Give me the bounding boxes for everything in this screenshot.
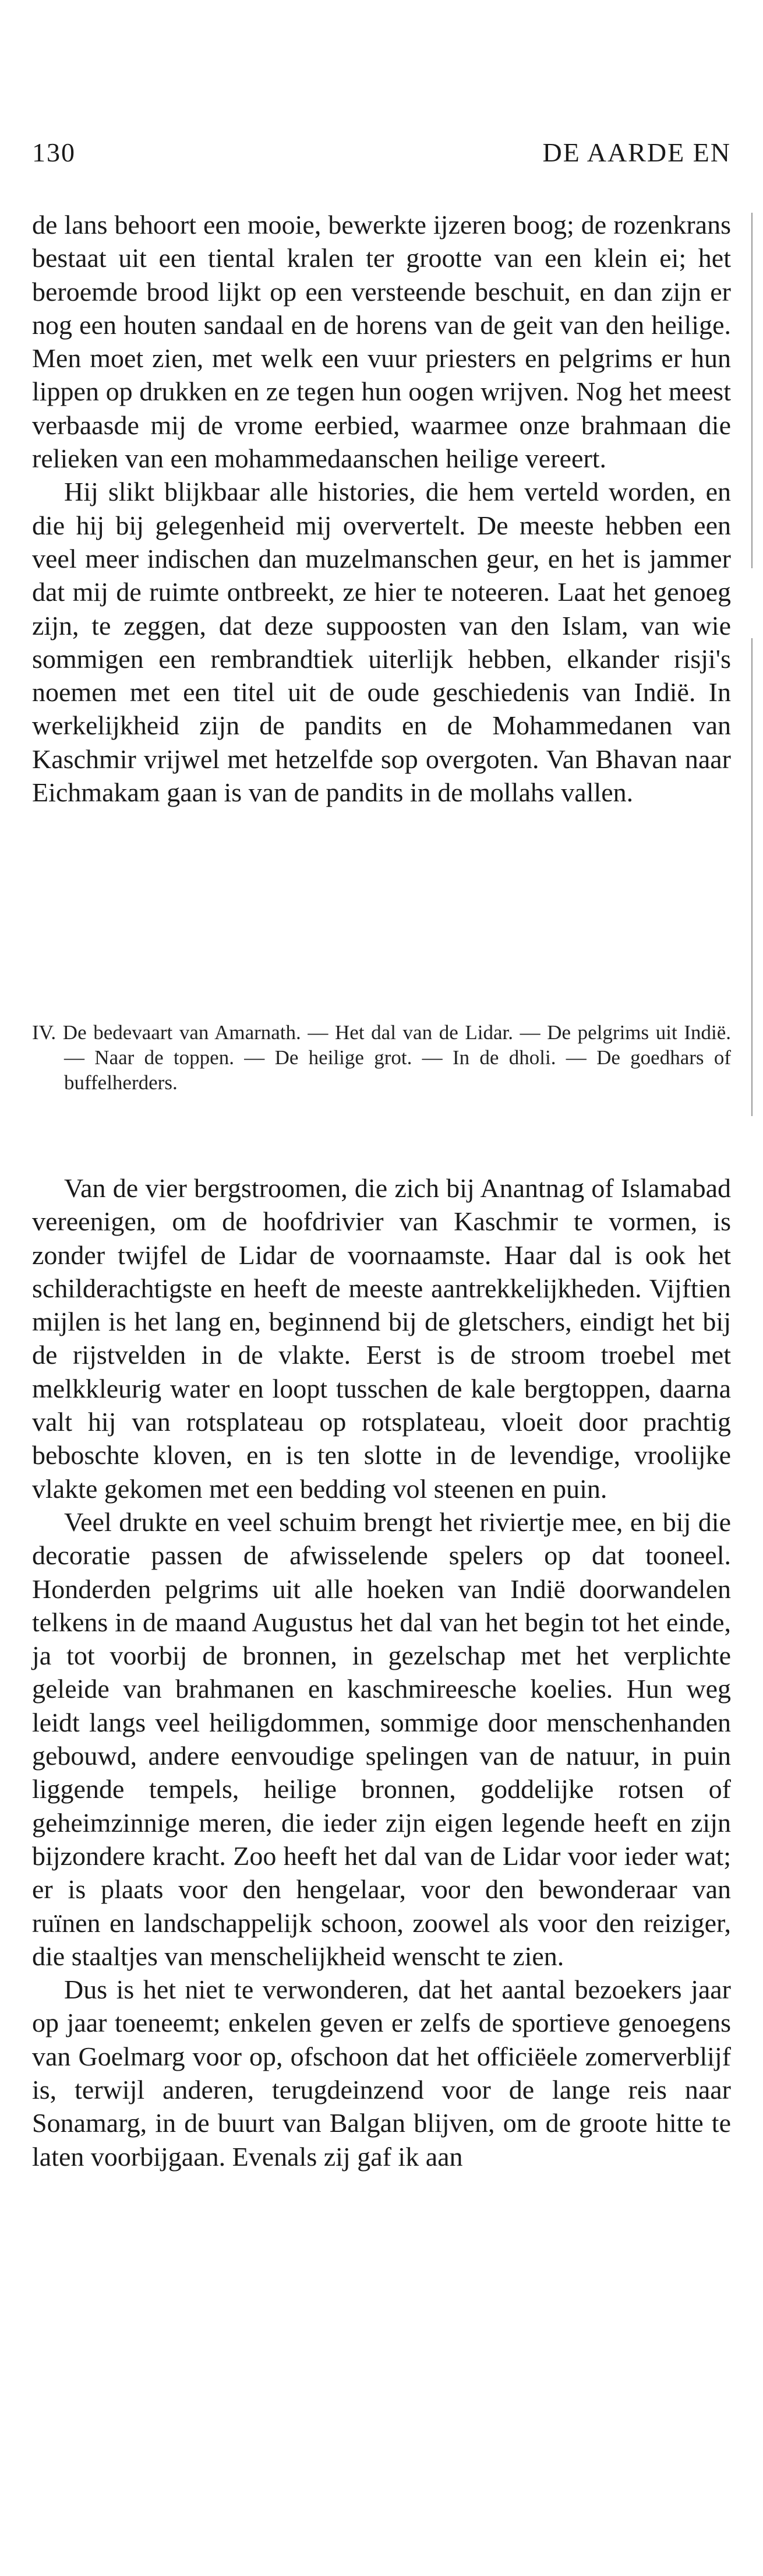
- page-number: 130: [32, 138, 76, 167]
- text-block-bottom: [32, 1171, 731, 2173]
- margin-rule: [751, 213, 753, 568]
- paragraph: Dus is het niet te verwonderen, dat het aantal bezoekers jaar op jaar toeneemt; enkelen geven er zelfs de sportieve genoegens van Goelmarg voor op, ofschoon dat het officiëele zomerverblijf is, terwijl anderen, terugdeinzend voor de lange reis naar Sonamarg, in de buurt van Balgan blijven, om de groote hitte te laten voorbijgaan. Evenals zij gaf ik aan: [32, 1975, 731, 2172]
- text-block-top: [32, 208, 731, 809]
- paragraph: Hij slikt blijkbaar alle histories, die hem verteld worden, en die hij bij gelegenheid mij oververtelt. De meeste hebben een veel meer indischen dan muzelmanschen geur, en het is jammer dat mij de ruimte ontbreekt, ze hier te noteeren. Laat het genoeg zijn, te zeggen, dat deze suppoosten van den Islam, van wie sommigen een rembrandtiek uiterlijk hebben, elkander risji's noemen met een titel uit de oude geschiedenis van Indië. In werkelijkheid zijn de pandits en de Mohammedanen van Kaschmir vrijwel met hetzelfde sop overgoten. Van Bhavan naar Eichmakam gaan is van de pandits in de mollahs vallen.: [32, 477, 731, 808]
- running-head: [32, 137, 731, 178]
- paragraph: Veel drukte en veel schuim brengt het riviertje mee, en bij die decoratie passen de afwisselende spelers op dat tooneel. Honderden pelgrims uit alle hoeken van Indië doorwandelen telkens in de maand Augustus het dal van het begin tot het einde, ja tot voorbij de bronnen, in gezelschap met het verplichte geleide van brahmanen en kaschmireesche koelies. Hun weg leidt langs veel heiligdommen, sommige door menschenhanden gebouwd, andere eenvoudige spelingen van de natuur, in puin liggende tempels, heilige bronnen, goddelijke rotsen of geheimzinnige meren, die ieder zijn eigen legende heeft en zijn bijzondere kracht. Zoo heeft het dal van de Lidar voor ieder wat; er is plaats voor den hengelaar, voor den bewonderaar van ruïnen en landschappelijk schoon, zoowel als voor den reiziger, die staaltjes van menschelijkheid wenscht te zien.: [32, 1507, 731, 1971]
- margin-rule: [751, 638, 753, 1116]
- paragraph: Van de vier bergstroomen, die zich bij Anantnag of Islamabad vereenigen, om de hoofdrivier van Kaschmir te vormen, is zonder twijfel de Lidar de voornaamste. Haar dal is ook het schilderachtigste en heeft de meeste aantrekkelijkheden. Vijftien mijlen is het lang en, beginnend bij de gletschers, eindigt het bij de rijstvelden in de vlakte. Eerst is de stroom troebel met melkkleurig water en loopt tusschen de kale bergtoppen, daarna valt hij van rotsplateau op rotsplateau, vloeit door prachtig beboschte kloven, en is ten slotte in de levendige, vroolijke vlakte gekomen met een bedding vol steenen en puin.: [32, 1173, 731, 1504]
- running-title: DE AARDE EN: [542, 138, 731, 167]
- paragraph: de lans behoort een mooie, bewerkte ijzeren boog; de rozenkrans bestaat uit een tiental kralen ter grootte van een klein ei; het beroemde brood lijkt op een versteende beschuit, en dan zijn er nog een houten sandaal en de horens van de geit van den heilige. Men moet zien, met welk een vuur priesters en pelgrims er hun lippen op drukken en ze tegen hun oogen wrijven. Nog het meest verbaasde mij de vrome eerbied, waarmee onze brahmaan die relieken van een mohammedaanschen heilige vereert.: [32, 210, 731, 474]
- section-summary: IV. De bedevaart van Amarnath. — Het dal van de Lidar. — De pelgrims uit Indië. — Naar de toppen. — De heilige grot. — In de dholi. — De goedhars of buffelherders.: [32, 1021, 731, 1094]
